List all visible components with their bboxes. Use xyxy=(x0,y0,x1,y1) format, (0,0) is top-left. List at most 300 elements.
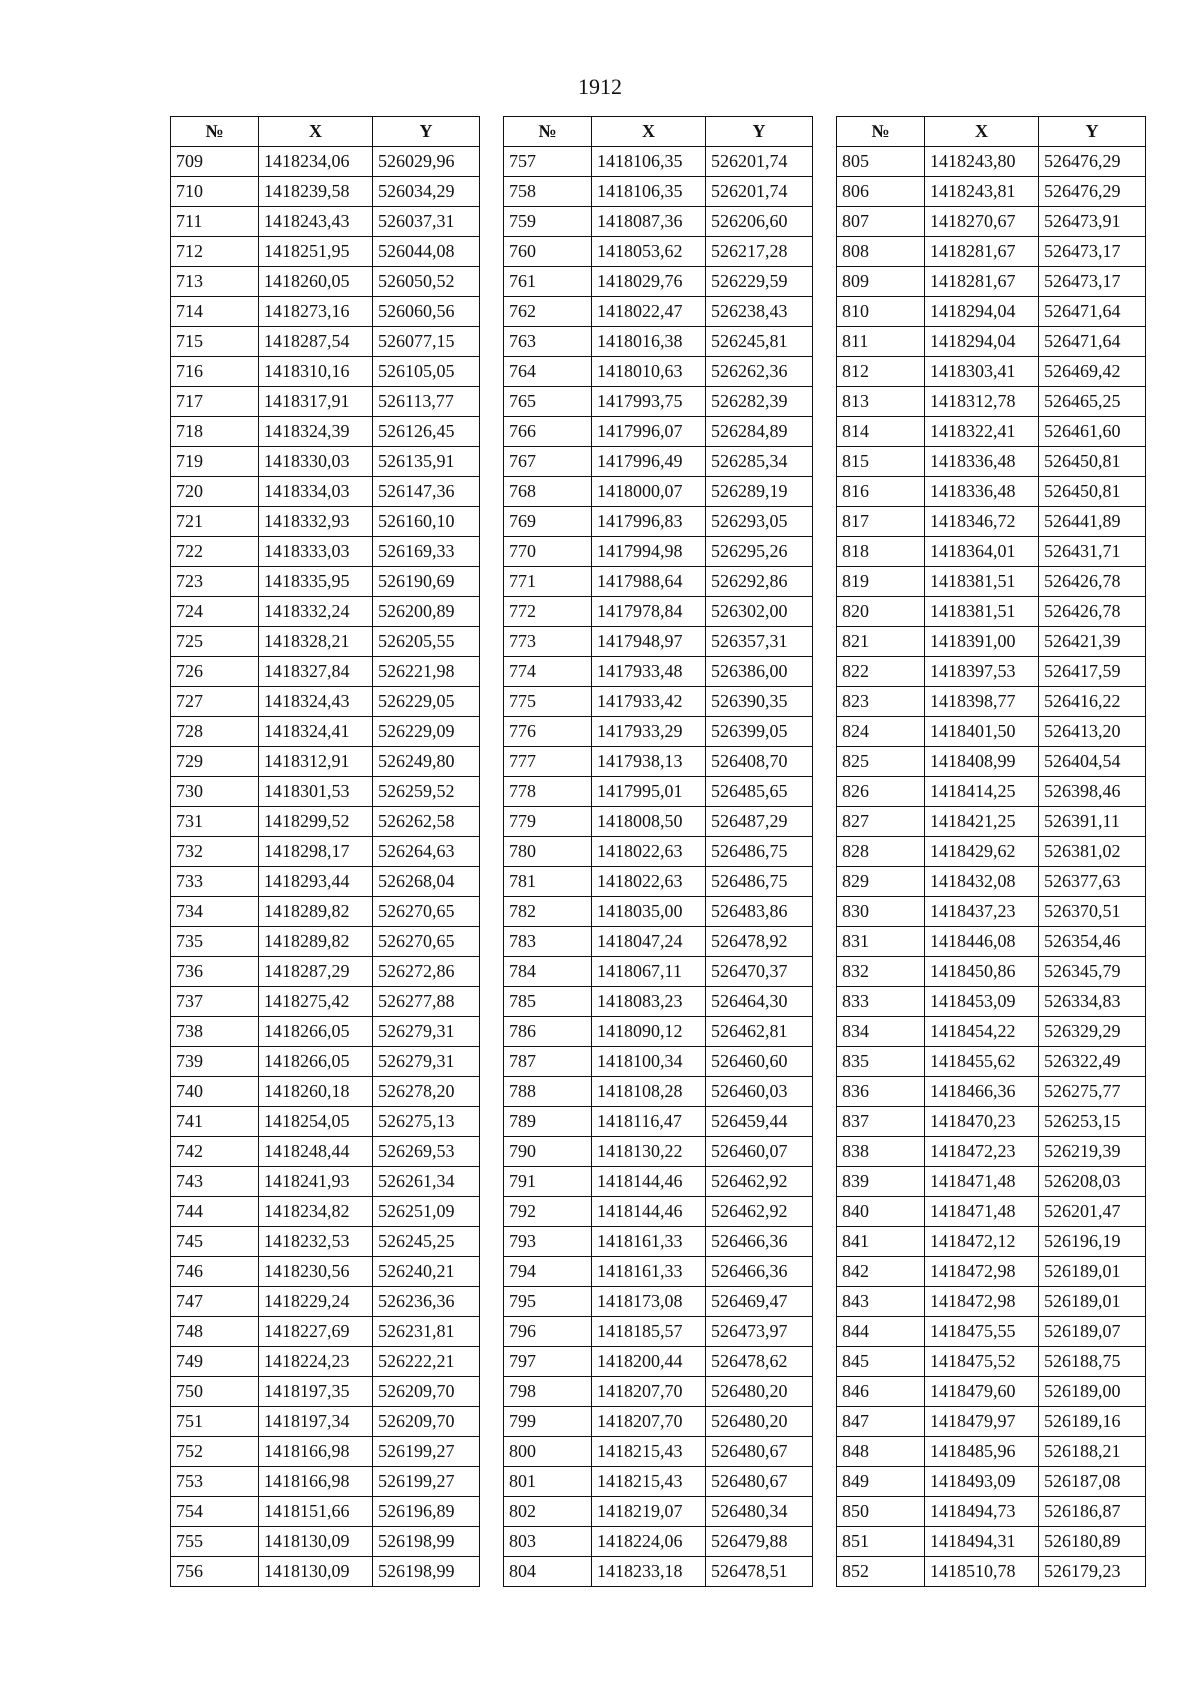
table-row xyxy=(837,1467,1146,1497)
point-number: 755 xyxy=(171,1527,259,1557)
x-coordinate: 1418173,08 xyxy=(592,1287,706,1317)
y-coordinate: 526196,89 xyxy=(373,1497,480,1527)
x-coordinate: 1418224,06 xyxy=(592,1527,706,1557)
y-coordinate: 526292,86 xyxy=(706,567,813,597)
y-coordinate: 526188,21 xyxy=(1039,1437,1146,1467)
y-coordinate: 526208,03 xyxy=(1039,1167,1146,1197)
y-coordinate: 526478,92 xyxy=(706,927,813,957)
point-number: 800 xyxy=(504,1437,592,1467)
x-coordinate: 1418472,12 xyxy=(925,1227,1039,1257)
x-coordinate: 1417993,75 xyxy=(592,387,706,417)
table-row xyxy=(504,327,813,357)
y-coordinate: 526279,31 xyxy=(373,1017,480,1047)
y-coordinate: 526206,60 xyxy=(706,207,813,237)
y-coordinate: 526416,22 xyxy=(1039,687,1146,717)
point-number: 819 xyxy=(837,567,925,597)
table-row xyxy=(171,447,480,477)
y-coordinate: 526189,07 xyxy=(1039,1317,1146,1347)
table-row xyxy=(171,567,480,597)
point-number: 804 xyxy=(504,1557,592,1587)
y-coordinate: 526251,09 xyxy=(373,1197,480,1227)
x-coordinate: 1418161,33 xyxy=(592,1257,706,1287)
point-number: 812 xyxy=(837,357,925,387)
table-row xyxy=(171,1137,480,1167)
table-row xyxy=(504,927,813,957)
table-row xyxy=(171,357,480,387)
point-number: 762 xyxy=(504,297,592,327)
x-coordinate: 1418493,09 xyxy=(925,1467,1039,1497)
point-number: 742 xyxy=(171,1137,259,1167)
table-row xyxy=(837,267,1146,297)
table-row xyxy=(171,1017,480,1047)
y-coordinate: 526034,29 xyxy=(373,177,480,207)
y-coordinate: 526377,63 xyxy=(1039,867,1146,897)
table-row xyxy=(837,177,1146,207)
table-row xyxy=(171,297,480,327)
table-row xyxy=(171,927,480,957)
y-coordinate: 526169,33 xyxy=(373,537,480,567)
x-coordinate: 1418330,03 xyxy=(259,447,373,477)
x-coordinate: 1417994,98 xyxy=(592,537,706,567)
x-coordinate: 1417938,13 xyxy=(592,747,706,777)
y-coordinate: 526147,36 xyxy=(373,477,480,507)
x-coordinate: 1418381,51 xyxy=(925,597,1039,627)
table-row xyxy=(837,417,1146,447)
point-number: 712 xyxy=(171,237,259,267)
point-number: 780 xyxy=(504,837,592,867)
table-row xyxy=(837,1107,1146,1137)
x-coordinate: 1418334,03 xyxy=(259,477,373,507)
point-number: 770 xyxy=(504,537,592,567)
point-number: 718 xyxy=(171,417,259,447)
y-coordinate: 526426,78 xyxy=(1039,567,1146,597)
table-row xyxy=(504,207,813,237)
table-row xyxy=(837,1167,1146,1197)
table-row xyxy=(171,807,480,837)
y-coordinate: 526160,10 xyxy=(373,507,480,537)
y-coordinate: 526270,65 xyxy=(373,897,480,927)
table-row xyxy=(171,1527,480,1557)
y-coordinate: 526253,15 xyxy=(1039,1107,1146,1137)
table-row xyxy=(837,147,1146,177)
x-coordinate: 1418293,44 xyxy=(259,867,373,897)
point-number: 757 xyxy=(504,147,592,177)
table-row xyxy=(171,687,480,717)
x-coordinate: 1418243,43 xyxy=(259,207,373,237)
y-coordinate: 526470,37 xyxy=(706,957,813,987)
point-number: 833 xyxy=(837,987,925,1017)
point-number: 719 xyxy=(171,447,259,477)
y-coordinate: 526345,79 xyxy=(1039,957,1146,987)
y-coordinate: 526426,78 xyxy=(1039,597,1146,627)
point-number: 776 xyxy=(504,717,592,747)
point-number: 785 xyxy=(504,987,592,1017)
y-coordinate: 526037,31 xyxy=(373,207,480,237)
y-coordinate: 526229,05 xyxy=(373,687,480,717)
x-coordinate: 1418234,82 xyxy=(259,1197,373,1227)
table-row xyxy=(171,387,480,417)
x-coordinate: 1418472,23 xyxy=(925,1137,1039,1167)
point-number: 723 xyxy=(171,567,259,597)
table-row xyxy=(504,1107,813,1137)
point-number: 749 xyxy=(171,1347,259,1377)
x-coordinate: 1418381,51 xyxy=(925,567,1039,597)
x-coordinate: 1418485,96 xyxy=(925,1437,1039,1467)
table-row xyxy=(837,897,1146,927)
table-row xyxy=(837,687,1146,717)
table-row xyxy=(504,447,813,477)
table-row xyxy=(504,417,813,447)
table-row xyxy=(504,177,813,207)
y-coordinate: 526201,47 xyxy=(1039,1197,1146,1227)
x-coordinate: 1418312,91 xyxy=(259,747,373,777)
x-coordinate: 1418294,04 xyxy=(925,327,1039,357)
point-number: 745 xyxy=(171,1227,259,1257)
table-row xyxy=(171,507,480,537)
point-number: 778 xyxy=(504,777,592,807)
x-coordinate: 1418108,28 xyxy=(592,1077,706,1107)
x-coordinate: 1418450,86 xyxy=(925,957,1039,987)
point-number: 743 xyxy=(171,1167,259,1197)
y-coordinate: 526219,39 xyxy=(1039,1137,1146,1167)
y-coordinate: 526479,88 xyxy=(706,1527,813,1557)
point-number: 759 xyxy=(504,207,592,237)
point-number: 842 xyxy=(837,1257,925,1287)
point-number: 816 xyxy=(837,477,925,507)
x-coordinate: 1418303,41 xyxy=(925,357,1039,387)
x-coordinate: 1418000,07 xyxy=(592,477,706,507)
table-row xyxy=(171,1077,480,1107)
x-coordinate: 1417933,29 xyxy=(592,717,706,747)
point-number: 835 xyxy=(837,1047,925,1077)
x-coordinate: 1418053,62 xyxy=(592,237,706,267)
point-number: 849 xyxy=(837,1467,925,1497)
y-coordinate: 526381,02 xyxy=(1039,837,1146,867)
x-coordinate: 1418090,12 xyxy=(592,1017,706,1047)
x-coordinate: 1418130,22 xyxy=(592,1137,706,1167)
table-row xyxy=(837,387,1146,417)
x-coordinate: 1418332,93 xyxy=(259,507,373,537)
table-row xyxy=(504,837,813,867)
y-coordinate: 526460,07 xyxy=(706,1137,813,1167)
y-coordinate: 526465,25 xyxy=(1039,387,1146,417)
point-number: 790 xyxy=(504,1137,592,1167)
point-number: 775 xyxy=(504,687,592,717)
table-row xyxy=(837,747,1146,777)
y-coordinate: 526275,77 xyxy=(1039,1077,1146,1107)
table-row xyxy=(504,1287,813,1317)
table-row xyxy=(171,1497,480,1527)
x-coordinate: 1418364,01 xyxy=(925,537,1039,567)
y-coordinate: 526478,51 xyxy=(706,1557,813,1587)
point-number: 848 xyxy=(837,1437,925,1467)
y-coordinate: 526399,05 xyxy=(706,717,813,747)
x-coordinate: 1418029,76 xyxy=(592,267,706,297)
y-coordinate: 526199,27 xyxy=(373,1467,480,1497)
point-number: 784 xyxy=(504,957,592,987)
x-coordinate: 1418130,09 xyxy=(259,1527,373,1557)
y-coordinate: 526476,29 xyxy=(1039,147,1146,177)
table-row xyxy=(837,477,1146,507)
y-coordinate: 526329,29 xyxy=(1039,1017,1146,1047)
table-row xyxy=(837,1287,1146,1317)
y-coordinate: 526483,86 xyxy=(706,897,813,927)
table-row xyxy=(171,417,480,447)
x-coordinate: 1418106,35 xyxy=(592,177,706,207)
x-coordinate: 1418301,53 xyxy=(259,777,373,807)
point-number: 850 xyxy=(837,1497,925,1527)
x-coordinate: 1418401,50 xyxy=(925,717,1039,747)
y-coordinate: 526302,00 xyxy=(706,597,813,627)
table-row xyxy=(837,1347,1146,1377)
y-coordinate: 526135,91 xyxy=(373,447,480,477)
y-coordinate: 526473,17 xyxy=(1039,267,1146,297)
table-row xyxy=(171,1437,480,1467)
x-coordinate: 1418266,05 xyxy=(259,1047,373,1077)
y-coordinate: 526209,70 xyxy=(373,1407,480,1437)
point-number: 741 xyxy=(171,1107,259,1137)
x-coordinate: 1418472,98 xyxy=(925,1287,1039,1317)
x-coordinate: 1418035,00 xyxy=(592,897,706,927)
x-coordinate: 1418414,25 xyxy=(925,777,1039,807)
table-row xyxy=(837,1047,1146,1077)
point-number: 794 xyxy=(504,1257,592,1287)
point-number: 769 xyxy=(504,507,592,537)
y-coordinate: 526480,20 xyxy=(706,1407,813,1437)
y-coordinate: 526189,01 xyxy=(1039,1257,1146,1287)
table-row xyxy=(504,1257,813,1287)
x-coordinate: 1418437,23 xyxy=(925,897,1039,927)
y-coordinate: 526231,81 xyxy=(373,1317,480,1347)
point-number: 736 xyxy=(171,957,259,987)
y-coordinate: 526322,49 xyxy=(1039,1047,1146,1077)
point-number: 730 xyxy=(171,777,259,807)
x-coordinate: 1418472,98 xyxy=(925,1257,1039,1287)
point-number: 795 xyxy=(504,1287,592,1317)
point-number: 852 xyxy=(837,1557,925,1587)
y-coordinate: 526354,46 xyxy=(1039,927,1146,957)
point-number: 821 xyxy=(837,627,925,657)
y-coordinate: 526077,15 xyxy=(373,327,480,357)
point-number: 791 xyxy=(504,1167,592,1197)
y-coordinate: 526105,05 xyxy=(373,357,480,387)
y-coordinate: 526201,74 xyxy=(706,147,813,177)
x-coordinate: 1418335,95 xyxy=(259,567,373,597)
point-number: 733 xyxy=(171,867,259,897)
y-coordinate: 526278,20 xyxy=(373,1077,480,1107)
x-coordinate: 1418219,07 xyxy=(592,1497,706,1527)
point-number: 834 xyxy=(837,1017,925,1047)
y-coordinate: 526462,92 xyxy=(706,1197,813,1227)
column-header-x: X xyxy=(259,117,373,147)
table-row xyxy=(837,567,1146,597)
table-row xyxy=(171,147,480,177)
y-coordinate: 526386,00 xyxy=(706,657,813,687)
point-number: 840 xyxy=(837,1197,925,1227)
x-coordinate: 1418421,25 xyxy=(925,807,1039,837)
table-row xyxy=(837,1227,1146,1257)
table-row xyxy=(171,177,480,207)
table-row xyxy=(171,597,480,627)
point-number: 803 xyxy=(504,1527,592,1557)
table-row xyxy=(837,357,1146,387)
table-row xyxy=(171,1167,480,1197)
table-row xyxy=(171,477,480,507)
point-number: 751 xyxy=(171,1407,259,1437)
table-row xyxy=(837,627,1146,657)
x-coordinate: 1418207,70 xyxy=(592,1407,706,1437)
y-coordinate: 526469,42 xyxy=(1039,357,1146,387)
x-coordinate: 1418494,73 xyxy=(925,1497,1039,1527)
point-number: 826 xyxy=(837,777,925,807)
y-coordinate: 526431,71 xyxy=(1039,537,1146,567)
point-number: 725 xyxy=(171,627,259,657)
x-coordinate: 1418310,16 xyxy=(259,357,373,387)
x-coordinate: 1418022,63 xyxy=(592,837,706,867)
x-coordinate: 1417988,64 xyxy=(592,567,706,597)
table-row xyxy=(837,927,1146,957)
x-coordinate: 1418166,98 xyxy=(259,1467,373,1497)
point-number: 765 xyxy=(504,387,592,417)
table-row xyxy=(171,237,480,267)
x-coordinate: 1418215,43 xyxy=(592,1467,706,1497)
point-number: 828 xyxy=(837,837,925,867)
point-number: 823 xyxy=(837,687,925,717)
y-coordinate: 526245,25 xyxy=(373,1227,480,1257)
x-coordinate: 1418455,62 xyxy=(925,1047,1039,1077)
table-row xyxy=(837,507,1146,537)
point-number: 807 xyxy=(837,207,925,237)
point-number: 774 xyxy=(504,657,592,687)
x-coordinate: 1418022,47 xyxy=(592,297,706,327)
table-row xyxy=(171,657,480,687)
point-number: 808 xyxy=(837,237,925,267)
x-coordinate: 1418317,91 xyxy=(259,387,373,417)
x-coordinate: 1418260,18 xyxy=(259,1077,373,1107)
y-coordinate: 526370,51 xyxy=(1039,897,1146,927)
table-row xyxy=(504,717,813,747)
x-coordinate: 1418215,43 xyxy=(592,1437,706,1467)
table-row xyxy=(504,807,813,837)
table-row xyxy=(171,987,480,1017)
x-coordinate: 1418281,67 xyxy=(925,267,1039,297)
point-number: 786 xyxy=(504,1017,592,1047)
y-coordinate: 526229,09 xyxy=(373,717,480,747)
x-coordinate: 1418287,29 xyxy=(259,957,373,987)
x-coordinate: 1418022,63 xyxy=(592,867,706,897)
x-coordinate: 1418067,11 xyxy=(592,957,706,987)
table-row xyxy=(504,897,813,927)
table-row xyxy=(171,1227,480,1257)
point-number: 772 xyxy=(504,597,592,627)
table-row xyxy=(837,297,1146,327)
x-coordinate: 1418270,67 xyxy=(925,207,1039,237)
x-coordinate: 1418197,35 xyxy=(259,1377,373,1407)
point-number: 841 xyxy=(837,1227,925,1257)
point-number: 729 xyxy=(171,747,259,777)
table-row xyxy=(504,1527,813,1557)
x-coordinate: 1418494,31 xyxy=(925,1527,1039,1557)
point-number: 805 xyxy=(837,147,925,177)
y-coordinate: 526285,34 xyxy=(706,447,813,477)
point-number: 746 xyxy=(171,1257,259,1287)
y-coordinate: 526466,36 xyxy=(706,1257,813,1287)
y-coordinate: 526275,13 xyxy=(373,1107,480,1137)
point-number: 788 xyxy=(504,1077,592,1107)
point-number: 827 xyxy=(837,807,925,837)
table-row xyxy=(171,957,480,987)
y-coordinate: 526460,03 xyxy=(706,1077,813,1107)
x-coordinate: 1418083,23 xyxy=(592,987,706,1017)
x-coordinate: 1418324,39 xyxy=(259,417,373,447)
table-row xyxy=(504,1497,813,1527)
table-row xyxy=(171,1347,480,1377)
point-number: 817 xyxy=(837,507,925,537)
point-number: 721 xyxy=(171,507,259,537)
x-coordinate: 1418227,69 xyxy=(259,1317,373,1347)
table-row xyxy=(171,1287,480,1317)
x-coordinate: 1417995,01 xyxy=(592,777,706,807)
point-number: 829 xyxy=(837,867,925,897)
y-coordinate: 526236,36 xyxy=(373,1287,480,1317)
table-row xyxy=(837,987,1146,1017)
y-coordinate: 526029,96 xyxy=(373,147,480,177)
x-coordinate: 1418224,23 xyxy=(259,1347,373,1377)
x-coordinate: 1418234,06 xyxy=(259,147,373,177)
x-coordinate: 1418266,05 xyxy=(259,1017,373,1047)
y-coordinate: 526480,67 xyxy=(706,1467,813,1497)
y-coordinate: 526270,65 xyxy=(373,927,480,957)
point-number: 802 xyxy=(504,1497,592,1527)
point-number: 822 xyxy=(837,657,925,687)
point-number: 844 xyxy=(837,1317,925,1347)
table-row xyxy=(837,1017,1146,1047)
point-number: 809 xyxy=(837,267,925,297)
table-row xyxy=(837,717,1146,747)
point-number: 843 xyxy=(837,1287,925,1317)
x-coordinate: 1418479,60 xyxy=(925,1377,1039,1407)
x-coordinate: 1418116,47 xyxy=(592,1107,706,1137)
x-coordinate: 1418010,63 xyxy=(592,357,706,387)
table-row xyxy=(504,987,813,1017)
table-row xyxy=(504,1467,813,1497)
x-coordinate: 1418144,46 xyxy=(592,1167,706,1197)
x-coordinate: 1418200,44 xyxy=(592,1347,706,1377)
table-row xyxy=(504,147,813,177)
y-coordinate: 526217,28 xyxy=(706,237,813,267)
table-row xyxy=(504,507,813,537)
y-coordinate: 526486,75 xyxy=(706,867,813,897)
point-number: 813 xyxy=(837,387,925,417)
y-coordinate: 526050,52 xyxy=(373,267,480,297)
table-row xyxy=(837,867,1146,897)
y-coordinate: 526473,91 xyxy=(1039,207,1146,237)
y-coordinate: 526245,81 xyxy=(706,327,813,357)
table-row xyxy=(171,1467,480,1497)
x-coordinate: 1418333,03 xyxy=(259,537,373,567)
x-coordinate: 1418322,41 xyxy=(925,417,1039,447)
point-number: 738 xyxy=(171,1017,259,1047)
y-coordinate: 526295,26 xyxy=(706,537,813,567)
table-row xyxy=(504,1407,813,1437)
point-number: 713 xyxy=(171,267,259,297)
y-coordinate: 526390,35 xyxy=(706,687,813,717)
table-row xyxy=(837,837,1146,867)
x-coordinate: 1418408,99 xyxy=(925,747,1039,777)
y-coordinate: 526284,89 xyxy=(706,417,813,447)
x-coordinate: 1418327,84 xyxy=(259,657,373,687)
x-coordinate: 1418100,34 xyxy=(592,1047,706,1077)
